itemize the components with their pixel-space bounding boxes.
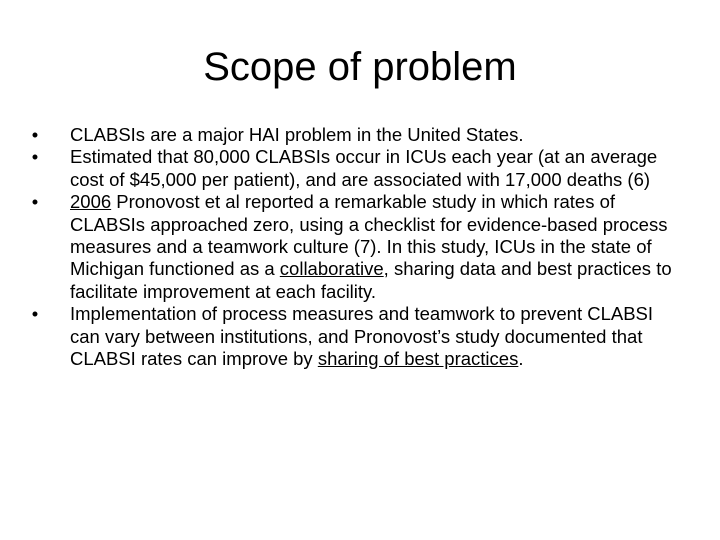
bullet-text: Pronovost et al reported a remarkable study in which rates of CLABSIs approached zero, using a checklist for evidence-based process measures and a teamwork culture (7). In this study, ICUs in the state of Michigan functioned as a [70,191,668,280]
bullet-dot-icon: • [31,146,39,168]
bullet-item [28,146,678,191]
bullet-item [28,303,678,370]
bullet-text: CLABSIs are a major HAI problem in the United States. [70,124,524,145]
underlined-collaborative: collaborative [279,258,384,280]
underlined-sharing-of-best-practices: sharing of best practices [317,348,519,370]
bullet-text: , sharing data and best practices to facilitate improvement at each facility. [70,258,672,302]
bullet-text: . [518,348,524,370]
bullet-text: Implementation of process measures and teamwork to prevent CLABSI can vary between institutions, and Pronovost’s study documented that CLABSI rates can improve by [70,303,654,370]
bullet-list [28,124,678,370]
bullet-item [28,124,678,146]
bullet-item [28,191,678,303]
bullet-dot-icon: • [31,303,39,325]
bullet-dot-icon: • [31,124,39,145]
bullet-dot-icon: • [31,191,39,213]
slide-title: Scope of problem [203,45,517,89]
underlined-year: 2006 [70,191,112,213]
bullet-text: Estimated that 80,000 CLABSIs occur in ICUs each year (at an average cost of $45,000 per patient), and are associated with 17,000 deaths (6) [70,146,658,190]
